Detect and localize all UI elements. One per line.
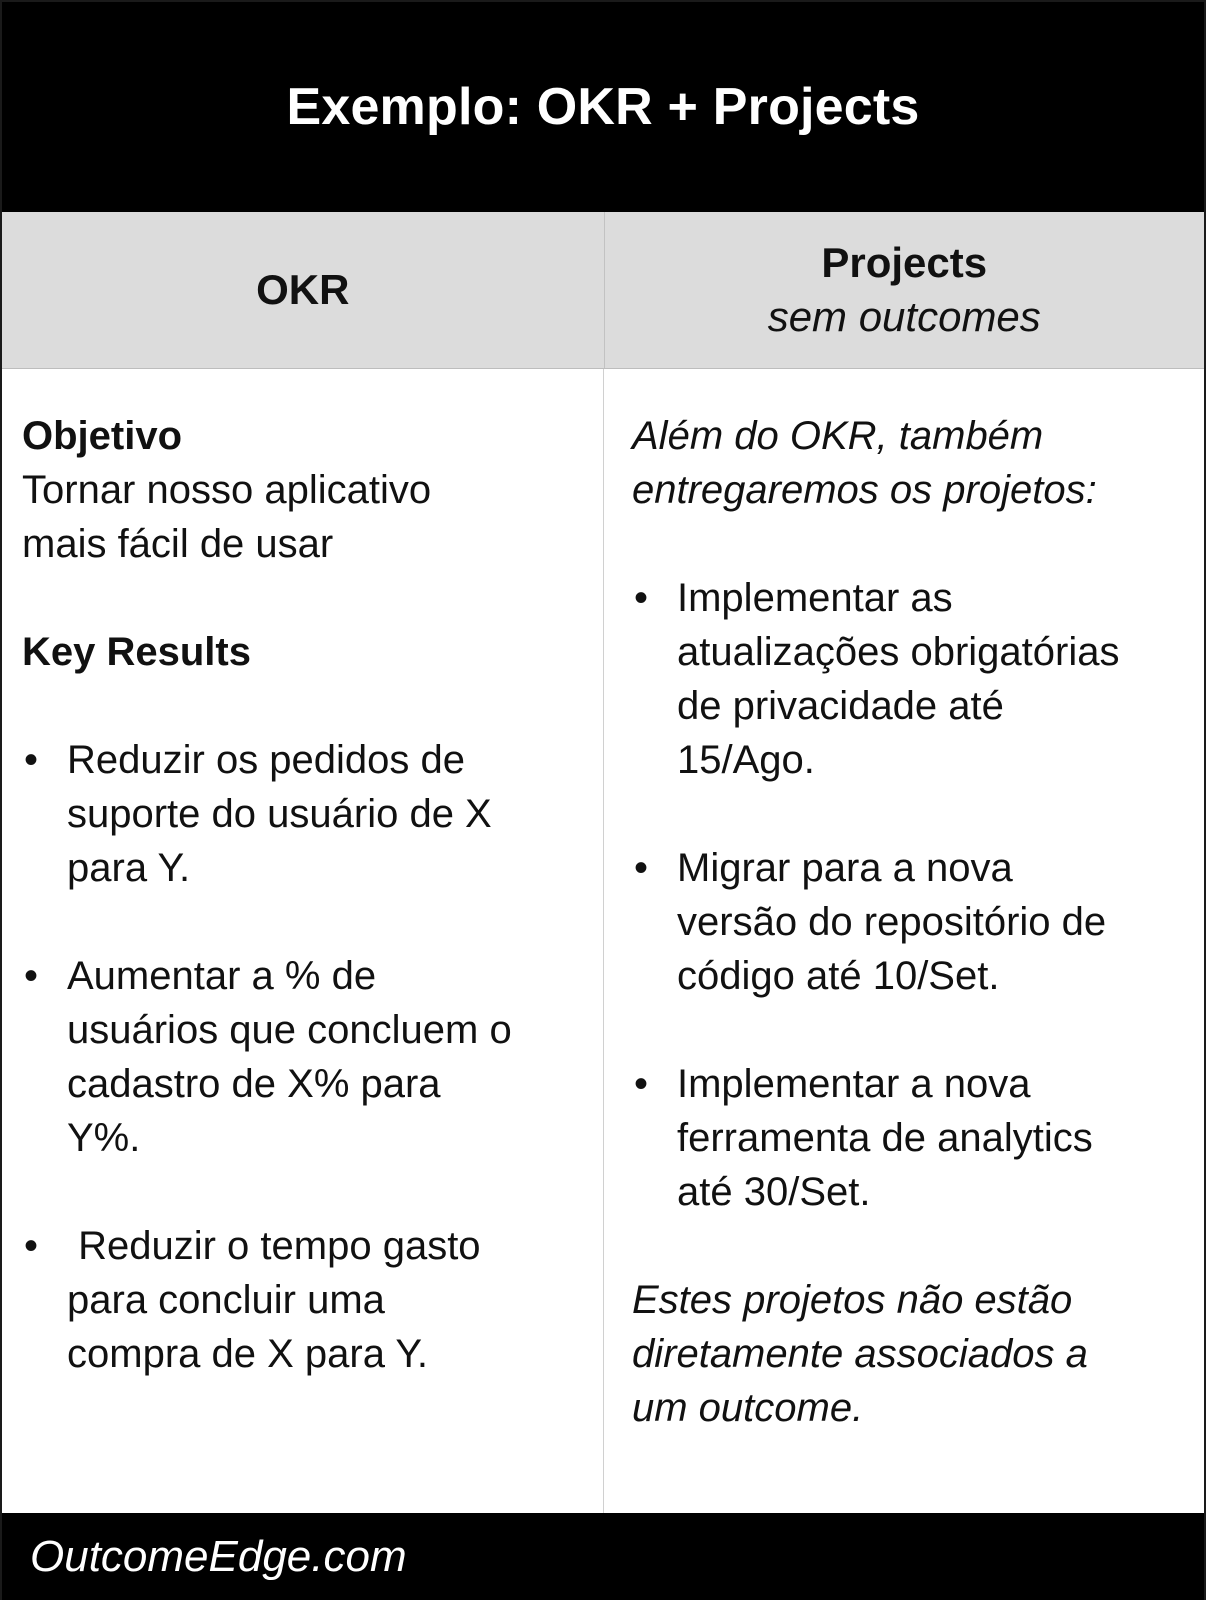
projects-column-title: Projects <box>821 239 988 286</box>
key-result-line: • Reduzir o tempo gasto <box>67 1224 481 1268</box>
projects-intro-line: Além do OKR, também <box>632 414 1044 458</box>
objective-line: mais fácil de usar <box>22 522 334 566</box>
key-result-item <box>22 1219 591 1381</box>
table-body-row <box>2 369 1204 1513</box>
key-result-line: suporte do usuário de X <box>67 792 492 836</box>
project-line: • Implementar a nova <box>677 1062 1031 1106</box>
key-result-line: cadastro de X% para <box>67 1062 441 1106</box>
okr-column <box>2 369 604 1513</box>
project-line: de privacidade até <box>677 684 1004 728</box>
okr-column-title: OKR <box>256 266 350 313</box>
key-result-line: usuários que concluem o <box>67 1008 512 1052</box>
footer-site-name: OutcomeEdge.com <box>30 1531 407 1581</box>
projects-column-subtitle: sem outcomes <box>767 293 1041 340</box>
project-line: • Implementar as <box>677 576 953 620</box>
key-result-line: para concluir uma <box>67 1278 385 1322</box>
project-line: ferramenta de analytics <box>677 1116 1093 1160</box>
project-line: versão do repositório de <box>677 900 1107 944</box>
key-result-line: • Reduzir os pedidos de <box>67 738 466 782</box>
projects-column <box>604 369 1204 1513</box>
objective-label: Objetivo <box>22 414 183 458</box>
key-result-line: compra de X para Y. <box>67 1332 428 1376</box>
projects-note-line: um outcome. <box>632 1386 864 1430</box>
project-item <box>632 571 1192 787</box>
header-cell-projects <box>605 212 1205 368</box>
page-title: Exemplo: OKR + Projects <box>286 78 920 136</box>
project-line: até 30/Set. <box>677 1170 871 1214</box>
table-header-row <box>2 212 1204 369</box>
key-result-item <box>22 733 591 895</box>
footer-bar <box>2 1513 1204 1600</box>
key-result-item <box>22 949 591 1165</box>
title-bar <box>2 2 1204 212</box>
key-results-label: Key Results <box>22 630 251 674</box>
header-cell-okr <box>2 212 605 368</box>
project-line: 15/Ago. <box>677 738 815 782</box>
project-line: • Migrar para a nova <box>677 846 1013 890</box>
project-line: código até 10/Set. <box>677 954 1000 998</box>
projects-note-line: diretamente associados a <box>632 1332 1088 1376</box>
projects-note-line: Estes projetos não estão <box>632 1278 1073 1322</box>
project-item <box>632 841 1192 1003</box>
project-item <box>632 1057 1192 1219</box>
key-result-line: Y%. <box>67 1116 141 1160</box>
projects-intro-line: entregaremos os projetos: <box>632 468 1097 512</box>
projects-list <box>632 571 1192 1219</box>
key-result-line: • Aumentar a % de <box>67 954 377 998</box>
objective-line: Tornar nosso aplicativo <box>22 468 432 512</box>
key-result-line: para Y. <box>67 846 191 890</box>
key-results-list <box>22 733 591 1381</box>
project-line: atualizações obrigatórias <box>677 630 1120 674</box>
